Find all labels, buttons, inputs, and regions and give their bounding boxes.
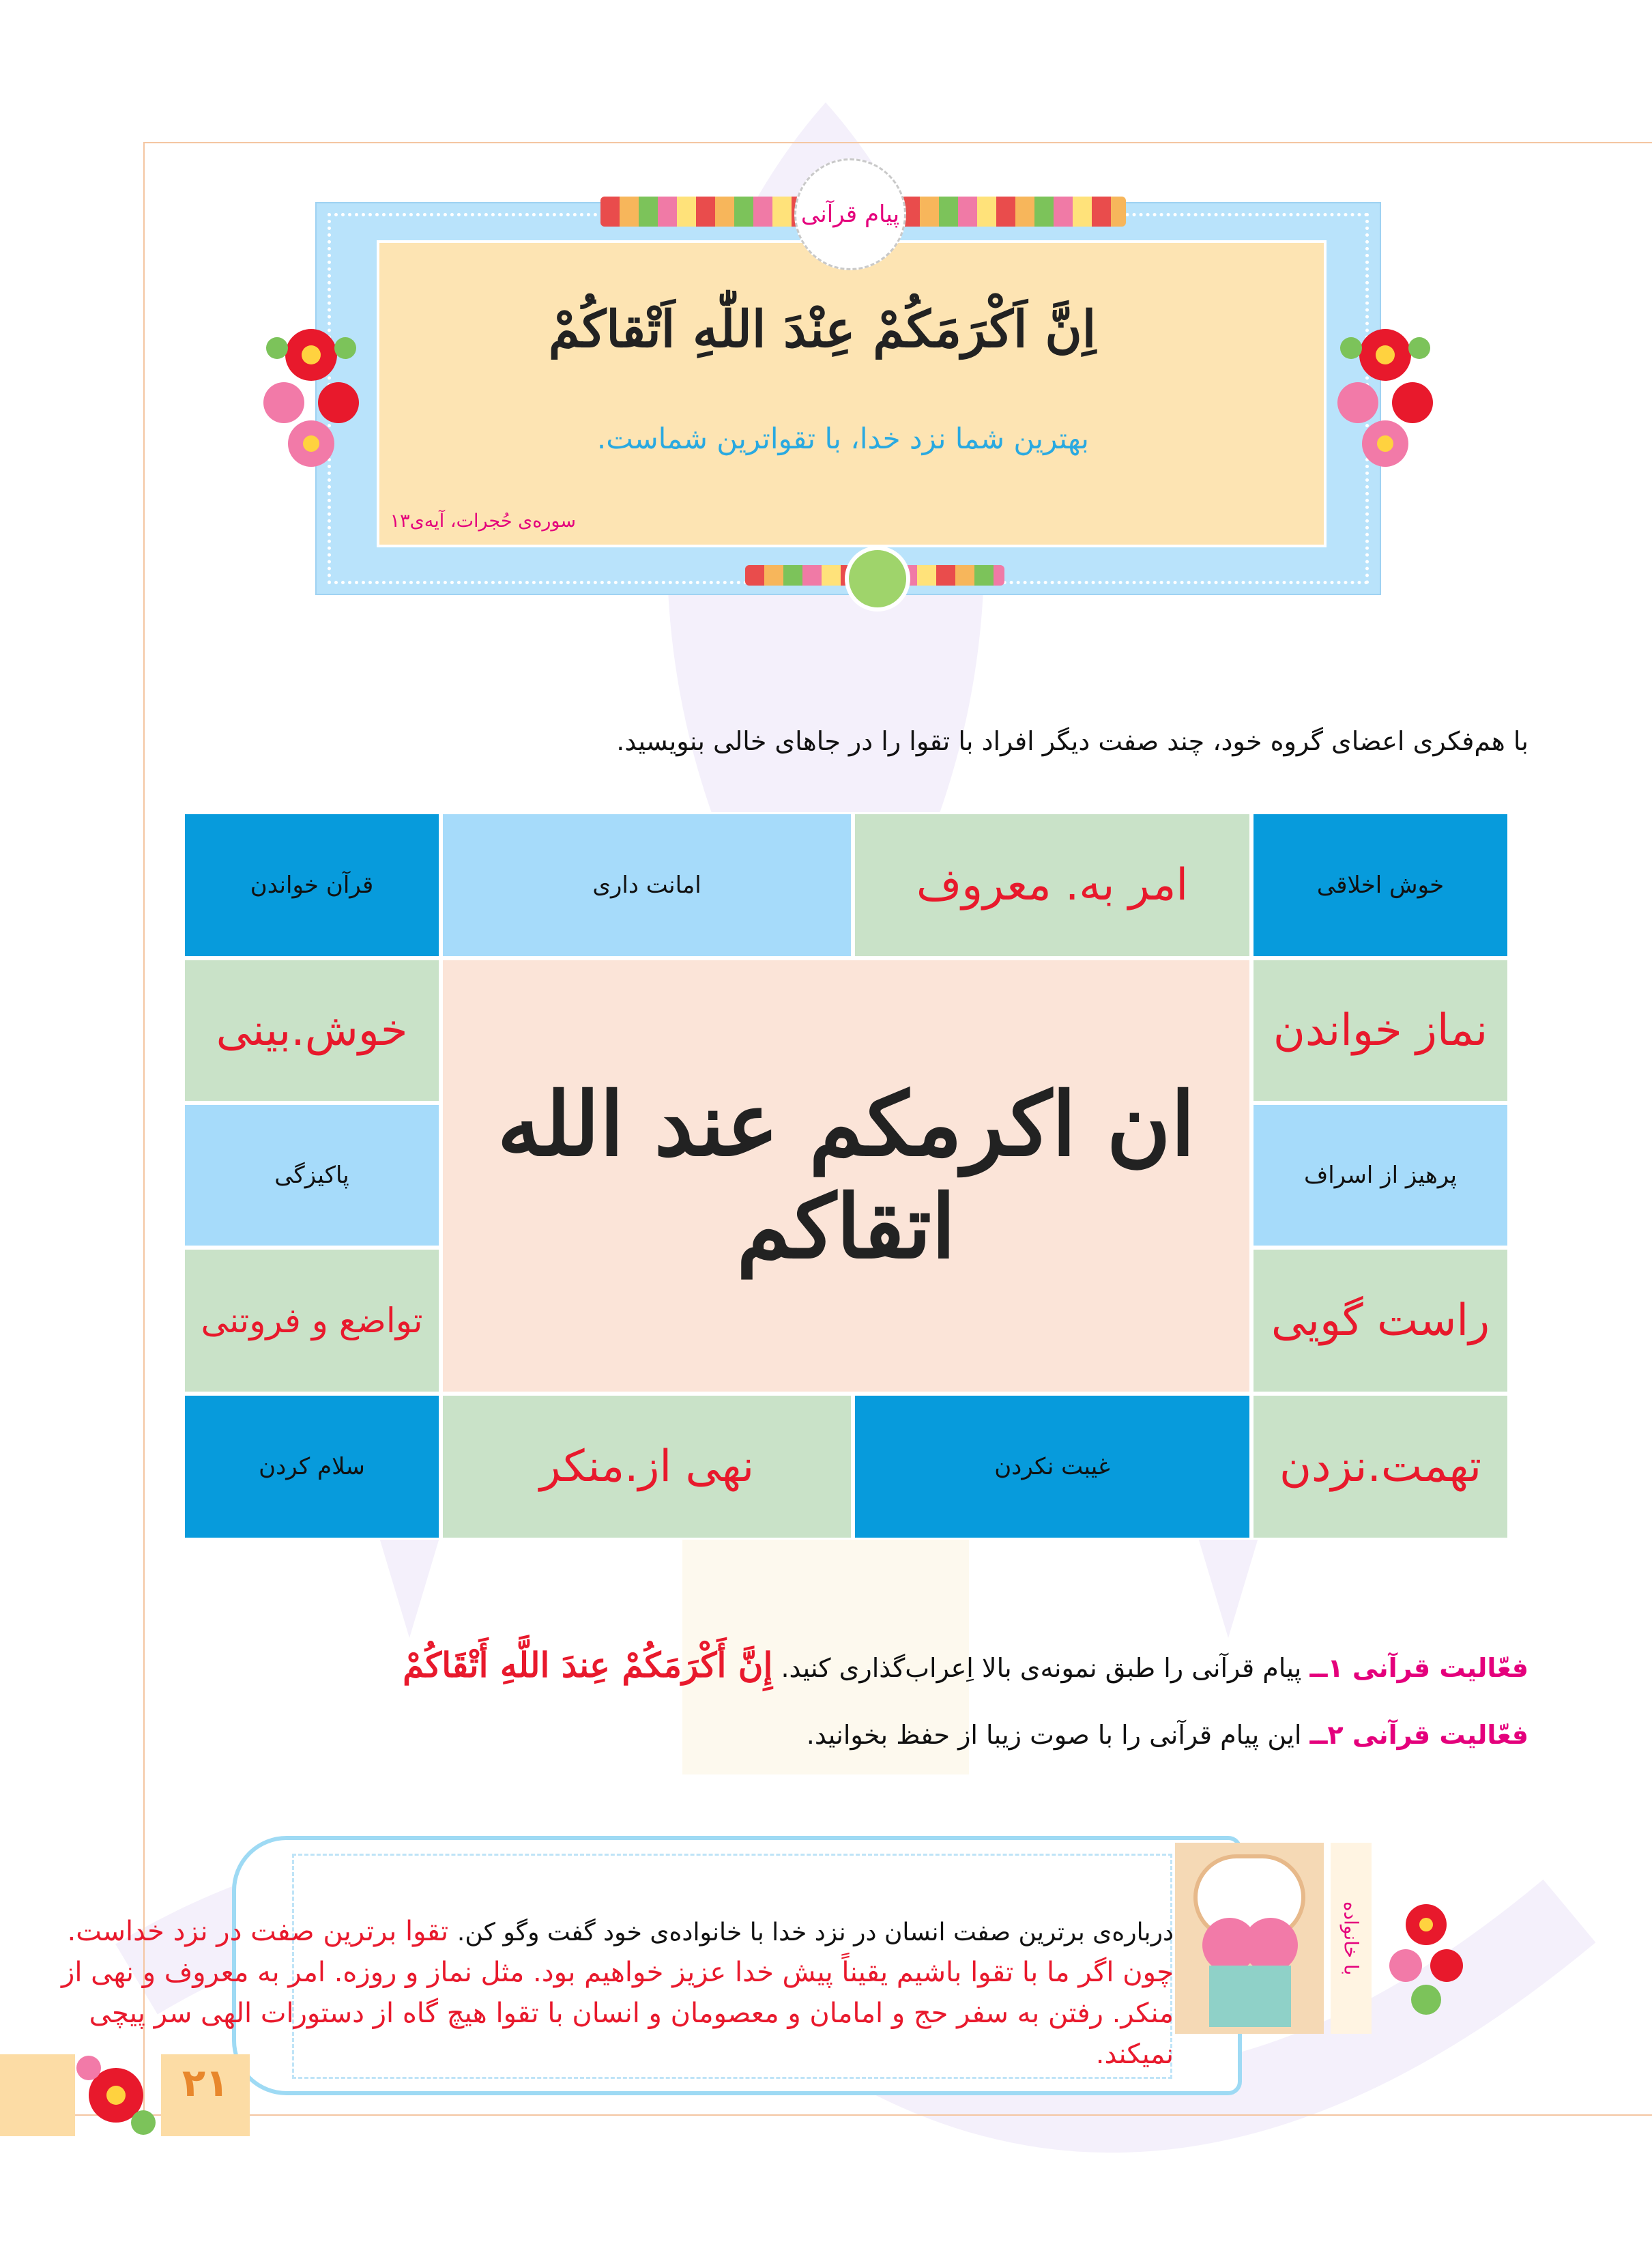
top-ribbon-right bbox=[901, 197, 1126, 227]
cell-answer: تواضع و فروتنی bbox=[201, 1301, 423, 1340]
grid-cell bbox=[853, 1394, 1251, 1540]
grid-center-calligraphy bbox=[441, 958, 1251, 1394]
activity-1-arabic: إِنَّ أَكْرَمَكُمْ عِندَ اللَّهِ أَتْقَاكُمْ bbox=[403, 1645, 773, 1685]
center-calligraphy: ان اکرمکم عند الله اتقاکم bbox=[497, 1074, 1195, 1278]
bottom-medallion bbox=[845, 546, 910, 612]
cell-answer: خوش.بینی bbox=[216, 1005, 408, 1056]
cell-text: خوش اخلاقی bbox=[1316, 872, 1445, 899]
page-number: ۲۱ bbox=[182, 2061, 229, 2105]
grid-cell bbox=[1251, 1394, 1509, 1540]
cell-text: پاکیزگی bbox=[274, 1162, 349, 1189]
cell-answer: تهمت.نزدن bbox=[1279, 1441, 1482, 1492]
grid-cell bbox=[183, 1394, 441, 1540]
family-illustration bbox=[1175, 1843, 1324, 2034]
grid-cell bbox=[1251, 958, 1509, 1103]
family-section-label: با خانواده bbox=[1331, 1843, 1372, 2034]
grid-cell bbox=[1251, 1248, 1509, 1394]
grid-cell bbox=[183, 1103, 441, 1248]
grid-cell bbox=[183, 1248, 441, 1394]
family-answer bbox=[27, 1911, 1174, 2075]
grid-cell bbox=[1251, 812, 1509, 958]
banner-title: پیام قرآنی bbox=[800, 201, 900, 228]
ayah-reference: سوره‌ی حُجرات، آیه‌ی۱۳ bbox=[390, 511, 576, 532]
activity-1-label: فعّالیت قرآنی ۱ــ bbox=[1309, 1653, 1528, 1683]
family-prompt: درباره‌ی برترین صفت انسان در نزد خدا با خانواده‌ی خود گفت‌ وگو کن. bbox=[457, 1918, 1174, 1946]
grid-cell bbox=[441, 1394, 853, 1540]
virtues-grid bbox=[183, 812, 1509, 1540]
flower-decoration-left bbox=[257, 307, 366, 485]
activity-1-text: پیام قرآنی را طبق نمونه‌ی بالا اِعراب‌گذاری کنید. bbox=[781, 1653, 1302, 1683]
cell-answer: راست گویی bbox=[1271, 1295, 1490, 1346]
banner-panel bbox=[377, 240, 1327, 547]
grid-cell bbox=[183, 958, 441, 1103]
page-frame-left bbox=[143, 142, 145, 2121]
instruction-text: با هم‌فکری اعضای گروه خود، چند صفت دیگر افراد با تقوا را در جاهای خالی بنویسید. bbox=[616, 726, 1528, 756]
top-ribbon-left bbox=[600, 197, 805, 227]
cell-text: غیبت نکردن bbox=[994, 1453, 1110, 1480]
cell-text: امانت داری bbox=[592, 872, 701, 899]
family-answer-rest: خداست. چون اگر ما با تقوا باشیم یقیناً پیش خدا عزیز خواهیم بود. مثل نماز و روزه. امر به معروف و نهی از منکر. رفتن به سفر حج و امامان و معصومان و انسان با تقوا هیچ گاه از دستورات الهی سر پیچی نمیکند. bbox=[61, 1916, 1174, 2070]
activity-2-text: این پیام قرآنی را با صوت زیبا از حفظ بخوانید. bbox=[806, 1720, 1302, 1750]
activity-2-label: فعّالیت قرآنی ۲ــ bbox=[1309, 1720, 1528, 1750]
activity-2 bbox=[382, 1720, 1528, 1750]
ayah-arabic: اِنَّ اَکْرَمَکُمْ عِنْدَ اللّٰهِ اَتْقاکُمْ bbox=[548, 300, 1097, 359]
grid-cell bbox=[1251, 1103, 1509, 1248]
flower-decoration-footer bbox=[68, 2047, 164, 2143]
cell-text: پرهیز از اسراف bbox=[1303, 1162, 1458, 1189]
cell-text: قرآن خواندن bbox=[250, 872, 374, 899]
family-answer-line1: تقوا برترین صفت در نزد bbox=[173, 1916, 449, 1947]
ayah-translation: بهترین شما نزد خدا، با تقواترین شماست. bbox=[596, 422, 1089, 455]
footer-tab bbox=[0, 2054, 75, 2136]
banner-title-medallion bbox=[794, 158, 906, 270]
cell-answer: نهی از.منکر bbox=[539, 1441, 755, 1492]
page-frame-top bbox=[143, 142, 1652, 143]
cell-answer: نماز خواندن bbox=[1273, 1005, 1488, 1056]
flower-decoration-family bbox=[1385, 1884, 1467, 2020]
cell-text: سلام کردن bbox=[259, 1453, 365, 1480]
activity-1 bbox=[382, 1645, 1528, 1685]
grid-cell bbox=[853, 812, 1251, 958]
grid-cell bbox=[441, 812, 853, 958]
cell-answer: امر به. معروف bbox=[916, 860, 1189, 910]
flower-decoration-right bbox=[1331, 307, 1440, 485]
grid-cell bbox=[183, 812, 441, 958]
